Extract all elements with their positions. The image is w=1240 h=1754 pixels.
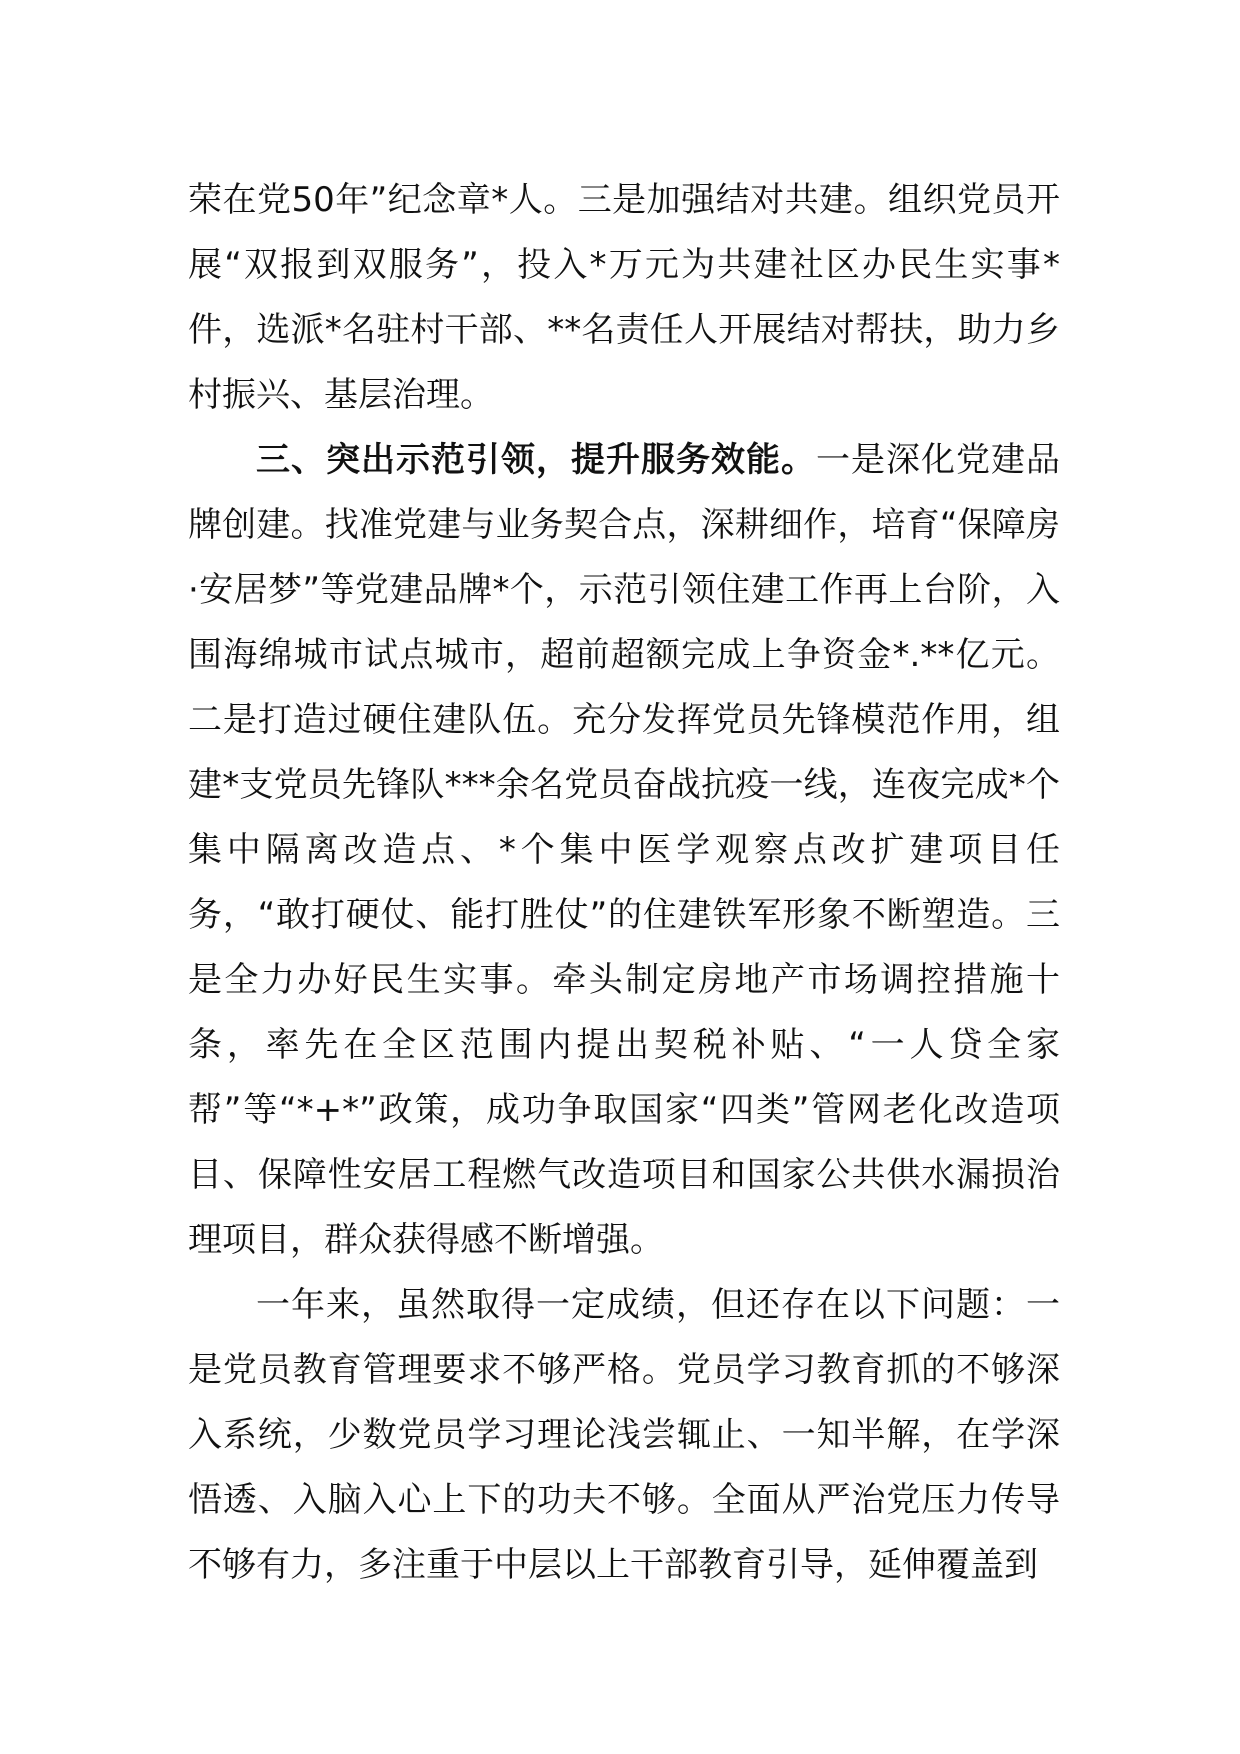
document-body <box>188 168 1060 1598</box>
section-three-paragraph <box>188 428 1060 1273</box>
section-three-body: 一是深化党建品牌创建。找准党建与业务契合点，深耕细作，培育“保障房·安居梦”等党建品牌*个，示范引领住建工作再上台阶，入围海绵城市试点城市，超前超额完成上争资金*.**亿元。二是打造过硬住建队伍。充分发挥党员先锋模范作用，组建*支党员先锋队***余名党员奋战抗疫一线，连夜完成*个集中隔离改造点、*个集中医学观察点改扩建项目任务，“敢打硬仗、能打胜仗”的住建铁军形象不断塑造。三是全力办好民生实事。牵头制定房地产市场调控措施十条，率先在全区范围内提出契税补贴、“一人贷全家帮”等“*+*”政策，成功争取国家“四类”管网老化改造项目、保障性安居工程燃气改造项目和国家公共供水漏损治理项目，群众获得感不断增强。 <box>188 440 1060 1260</box>
section-three-heading: 三、突出示范引领，提升服务效能。 <box>256 440 816 480</box>
problems-paragraph: 一年来，虽然取得一定成绩，但还存在以下问题：一是党员教育管理要求不够严格。党员学习教育抓的不够深入系统，少数党员学习理论浅尝辄止、一知半解，在学深悟透、入脑入心上下的功夫不够。全面从严治党压力传导不够有力，多注重于中层以上干部教育引导，延伸覆盖到 <box>188 1285 1060 1585</box>
paragraph-continuation: 荣在党50年”纪念章*人。三是加强结对共建。组织党员开展“双报到双服务”，投入*万元为共建社区办民生实事*件，选派*名驻村干部、**名责任人开展结对帮扶，助力乡村振兴、基层治理。 <box>188 180 1060 415</box>
